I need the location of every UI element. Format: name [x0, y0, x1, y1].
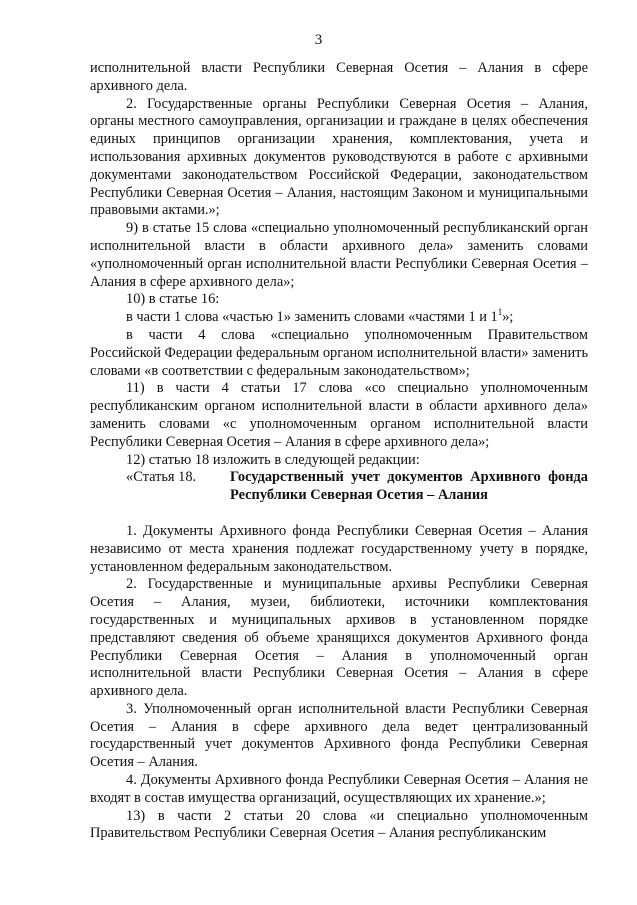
article-label: «Статья 18.: [126, 469, 197, 486]
paragraph-item-11: 11) в части 4 статьи 17 слова «со специально уполномоченным республиканским органом исполнительной власти в области архивного дела» заменить словами «с уполномоченным органом исполнительной власти Республики Северная Осетия – Алания в сфере архивного дела»;: [90, 380, 588, 450]
spacer: [90, 505, 588, 523]
paragraph-item-12: 12) статью 18 изложить в следующей редакции:: [126, 451, 420, 468]
article-part-4: 4. Документы Архивного фонда Республики Северная Осетия – Алания не входят в состав имущества организаций, осуществляющих их хранение.»;: [90, 772, 588, 806]
paragraph-item-10: 10) в статье 16:: [126, 291, 220, 308]
article-part-3: 3. Уполномоченный орган исполнительной власти Республики Северная Осетия – Алания в сфере архивного дела ведет централизованный государственный учет документов Архивного фонда Республики Северная Осетия – Алания.: [90, 700, 588, 771]
paragraph-item-10-part-4: в части 4 слова «специально уполномоченным Правительством Российской Федерации федеральным органом исполнительной власти» заменить словами «в соответствии с федеральным законодательством»;: [90, 326, 589, 379]
paragraph-item-13: 13) в части 2 статьи 20 слова «и специально уполномоченным Правительством Республики Северная Осетия – Алания республиканским: [90, 807, 588, 842]
article-heading: [90, 469, 588, 505]
article-title: Государственный учет документов Архивного фонда Республики Северная Осетия – Алания: [230, 469, 588, 504]
paragraph-item-10-part-1-end: »;: [502, 309, 514, 326]
superscript-index: 1: [497, 307, 503, 318]
document-body: [90, 60, 588, 843]
paragraph-item-10-part-1-text: в части 1 слова «частью 1» заменить словами «частями 1 и 1: [126, 309, 498, 326]
article-part-1: 1. Документы Архивного фонда Республики Северная Осетия – Алания независимо от места хранения подлежат государственному учету в порядке, установленном федеральным законодательством.: [90, 522, 588, 575]
paragraph-continuation: исполнительной власти Республики Северная Осетия – Алания в сфере архивного дела.: [90, 60, 588, 94]
page-number: 3: [314, 32, 323, 48]
article-part-2: 2. Государственные и муниципальные архивы Республики Северная Осетия – Алания, музеи, библиотеки, источники комплектования государственных и муниципальных архивов в установленном порядке представляют сведения об объеме хранящихся документов Архивного фонда Республики Северная Осетия – Алания в уполномоченный орган исполнительной власти Республики Северная Осетия – Алания в сфере архивного дела.: [90, 576, 588, 700]
paragraph-item-10-part-1: [90, 309, 588, 327]
paragraph-part-2: 2. Государственные органы Республики Северная Осетия – Алания, органы местного самоуправления, организации и граждане в целях обеспечения единых принципов организации хранения, комплектования, учета и использования архивных документов руководствуются в работе с архивными документами законодательством Российской Федерации, законодательством Республики Северная Осетия – Алания, настоящим Законом и муниципальными правовыми актами.»;: [90, 95, 588, 219]
paragraph-item-9: 9) в статье 15 слова «специально уполномоченный республиканский орган исполнительной власти в области архивного дела» заменить словами «уполномоченный орган исполнительной власти Республики Северная Осетия – Алания в сфере архивного дела»;: [90, 220, 588, 290]
